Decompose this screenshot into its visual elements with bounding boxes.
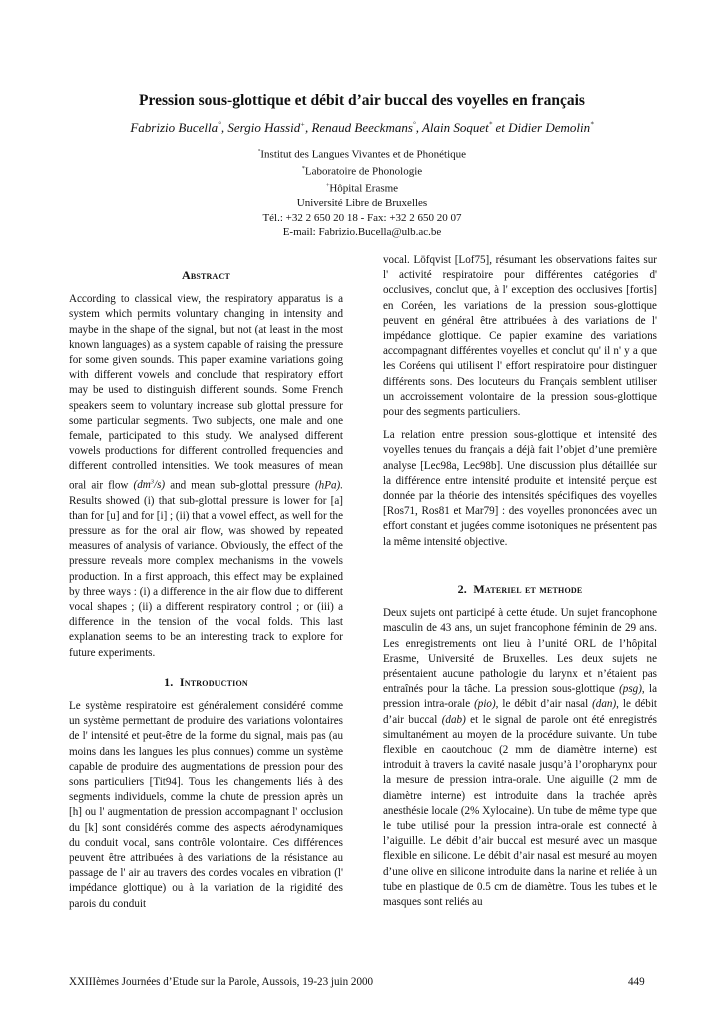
affiliation-line (0, 145, 724, 162)
paper-title: Pression sous-glottique et débit d’air buccal des voyelles en français (139, 92, 585, 109)
methods-part: , le débit d’air nasal (495, 698, 593, 711)
footer-conference: XXIIIèmes Journées d’Etude sur la Parole, Aussois, 19-23 juin 2000 (69, 976, 374, 988)
abstract-part: According to classical view, the respiratory apparatus is a system which permits voluntary changing in intensity and maybe in the shape of the signal, but not (at least in the most known languages) as a system capable of raising the pressure for some given sounds. This paper examine variations going with different vowels and conclude that respiratory effort may be used to distinguish different sounds. Some French speakers seem to voluntary increase sub glottal pressure for some particular segments. Two subjects, one male and one female, participated to this study. We analysed different vowels productions for different controlled frequencies and different controlled intensities. We took measures of mean oral air flow (69, 293, 343, 492)
abbr-dan: (dan) (592, 698, 617, 711)
affiliations (0, 145, 724, 240)
author-name: Alain Soquet (421, 120, 489, 135)
section-title: Materiel et methode (473, 582, 583, 596)
author-name: Fabrizio Bucella (130, 120, 219, 135)
author-mark: * (488, 120, 493, 129)
unit-pressure: (hPa). (314, 479, 344, 492)
methods-part: , le débit d’air buccal (383, 698, 657, 726)
methods-paragraph (383, 606, 657, 910)
author-mark: ° (412, 120, 416, 129)
methods-part: Deux sujets ont participé à cette étude. Un sujet francophone masculin de 43 ans, un sujet francophone féminin de 29 ans. Les enregistrements ont lieu à l’unité ORL de l’hôpital Erasme, Université de Bruxelles. Les deux sujets ne présentaient aucune pathologie du larynx et n’étaient pas entraînés pour la tâche. La pression sous-glottique (383, 607, 657, 696)
separator: , (304, 120, 312, 135)
section-2-heading (383, 582, 657, 597)
abstract-text (69, 292, 343, 661)
abbr-psg: (psg) (619, 683, 642, 696)
affiliation-mark: * (301, 166, 305, 173)
unit-airflow (134, 479, 166, 491)
affiliation-line (0, 162, 724, 179)
methods-part: et le signal de parole ont été enregistrés simultanément au moyen de la procédure suivante. Un tube flexible en caoutchouc (2 mm de diamètre interne) est introduit à travers la cavité nasale jusqu’à l’oropharynx pour la mesure de pression intra-orale. Une aiguille (2 mm de diamètre interne) est introduite dans la trachée après anesthésie locale (2% Xylocaine). Un tube de même type que le tube utilisé pour la pression intra-orale est connecté à l’aiguille. Le débit d’air buccal est mesuré avec un masque flexible en silicone. Le débit d’air nasal est mesuré au moyen d’une olive en silicone introduite dans la narine et reliée à un tube en plastique de 0.5 cm de diamètre. Tous les tubes et le masques sont reliés au (383, 713, 657, 909)
phone-fax: Tél.: +32 2 650 20 18 - Fax: +32 2 650 20 07 (262, 211, 462, 224)
affiliation-line (0, 179, 724, 196)
author-mark: * (590, 120, 594, 129)
right-column-bottom (383, 582, 657, 910)
introduction-paragraph-continued: vocal. Löfqvist [Lof75], résumant les observations faites sur l' activité respiratoire pour différentes catégories d' occlusives, conclut que, à l' exception des occlusives [fortis] en Coréen, les variations de la pression sous-glottique peuvent en général être attribuées à des variations de l' impédance glottique. Ce papier examine des variations accompagnant différentes voyelles et conclut qu' il n' y a que les Coréens qui utilisent l' effort respiratoire pour distinguer différents sons. Des locuteurs du Français semblent utiliser un accroissement volontaire de la pression sous-glottique pour des segments particuliers. (383, 254, 657, 419)
affiliation-text: Institut des Langues Vivantes et de Phonétique (260, 148, 467, 161)
author-name: Renaud Beeckmans (311, 120, 413, 135)
separator: , (220, 120, 228, 135)
page-number: 449 (628, 976, 645, 988)
abbr-pio: (pio) (474, 698, 496, 711)
author-name: Didier Demolin (508, 120, 591, 135)
affiliation-text: Laboratoire de Phonologie (304, 165, 423, 178)
unit-part: (dm (133, 479, 151, 492)
introduction-paragraph: La relation entre pression sous-glottique et intensité des voyelles tenues du français a déjà fait l’objet d’une première analyse [Lec98a, Lec98b]. Une discussion plus détaillée sur la différence entre intensité produite et intensité perçue est donnée par la théorie des intensités spécifiques des voyelles [Ros71, Ros81 et Mar79] : des voyelles prononcées avec un effort constant et jugées comme isotoniques ne présentent pas la même intensité objective. (383, 429, 657, 548)
right-column-top (383, 253, 657, 550)
author-list (0, 120, 724, 136)
affiliation-mark: + (325, 183, 330, 190)
university: Université Libre de Bruxelles (296, 197, 428, 210)
abstract-heading: Abstract (181, 268, 231, 282)
methods-part: , la pression intra-orale (383, 683, 657, 711)
section-1-heading (69, 675, 343, 690)
unit-part: /s) (154, 479, 166, 492)
author-mark: ° (218, 120, 221, 129)
abbr-dab: (dab) (441, 713, 466, 726)
email: E-mail: Fabrizio.Bucella@ulb.ac.be (282, 226, 442, 239)
conjunction: et (492, 120, 509, 135)
section-number: 1. (164, 674, 174, 689)
unit-exponent: 3 (150, 478, 155, 486)
abstract-part: Results showed (i) that sub-glottal pressure is lower for [a] than for [u] and for [i] ; (ii) that a vowel effect, as well for the pressure as for the oral air flow, was showed by repeated measures of analysis of variance. Obviously, the effect of the pressure reveals more complex mechanisms in the vowels production. In a first approach, this effect may be explained by three ways : (i) a difference in the air flow due to different vocal shapes ; (ii) a different respiratory control ; or (iii) a difference in the tension of the vocal folds. This last explanation seems to be an interesting track to explore for future experiments. (69, 494, 343, 659)
author-name: Sergio Hassid (227, 120, 301, 135)
introduction-paragraph: Le système respiratoire est généralement considéré comme un système permettant de produire des variations volontaires de l' intensité et peut-être de la forme du signal, mais pas (au moins dans les langues les plus connues) comme un système capable de produire des augmentations de pression pour des sons particuliers [Tit94]. Tous les changements liés à des segments individuels, comme la chute de pression après un [h] ou l' augmentation de pression accompagnant l' occlusion du [k] sont considérés comme des aspects aérodynamiques du conduit vocal, sans contrôle volontaire. Ces différences peuvent être attribuées à des variations de la résistance au passage de l' air au travers des cordes vocales en vibration (l' impédance glottique) ou à la variation de la rigidité des parois du conduit (69, 699, 343, 910)
author-mark: + (300, 120, 305, 129)
affiliation-text: Hôpital Erasme (329, 182, 399, 195)
separator: , (415, 120, 422, 135)
left-column (69, 268, 343, 912)
section-number: 2. (457, 582, 467, 596)
affiliation-mark: ° (257, 149, 261, 155)
section-title: Introduction (179, 674, 248, 689)
abstract-part: and mean sub-glottal pressure (165, 479, 315, 492)
